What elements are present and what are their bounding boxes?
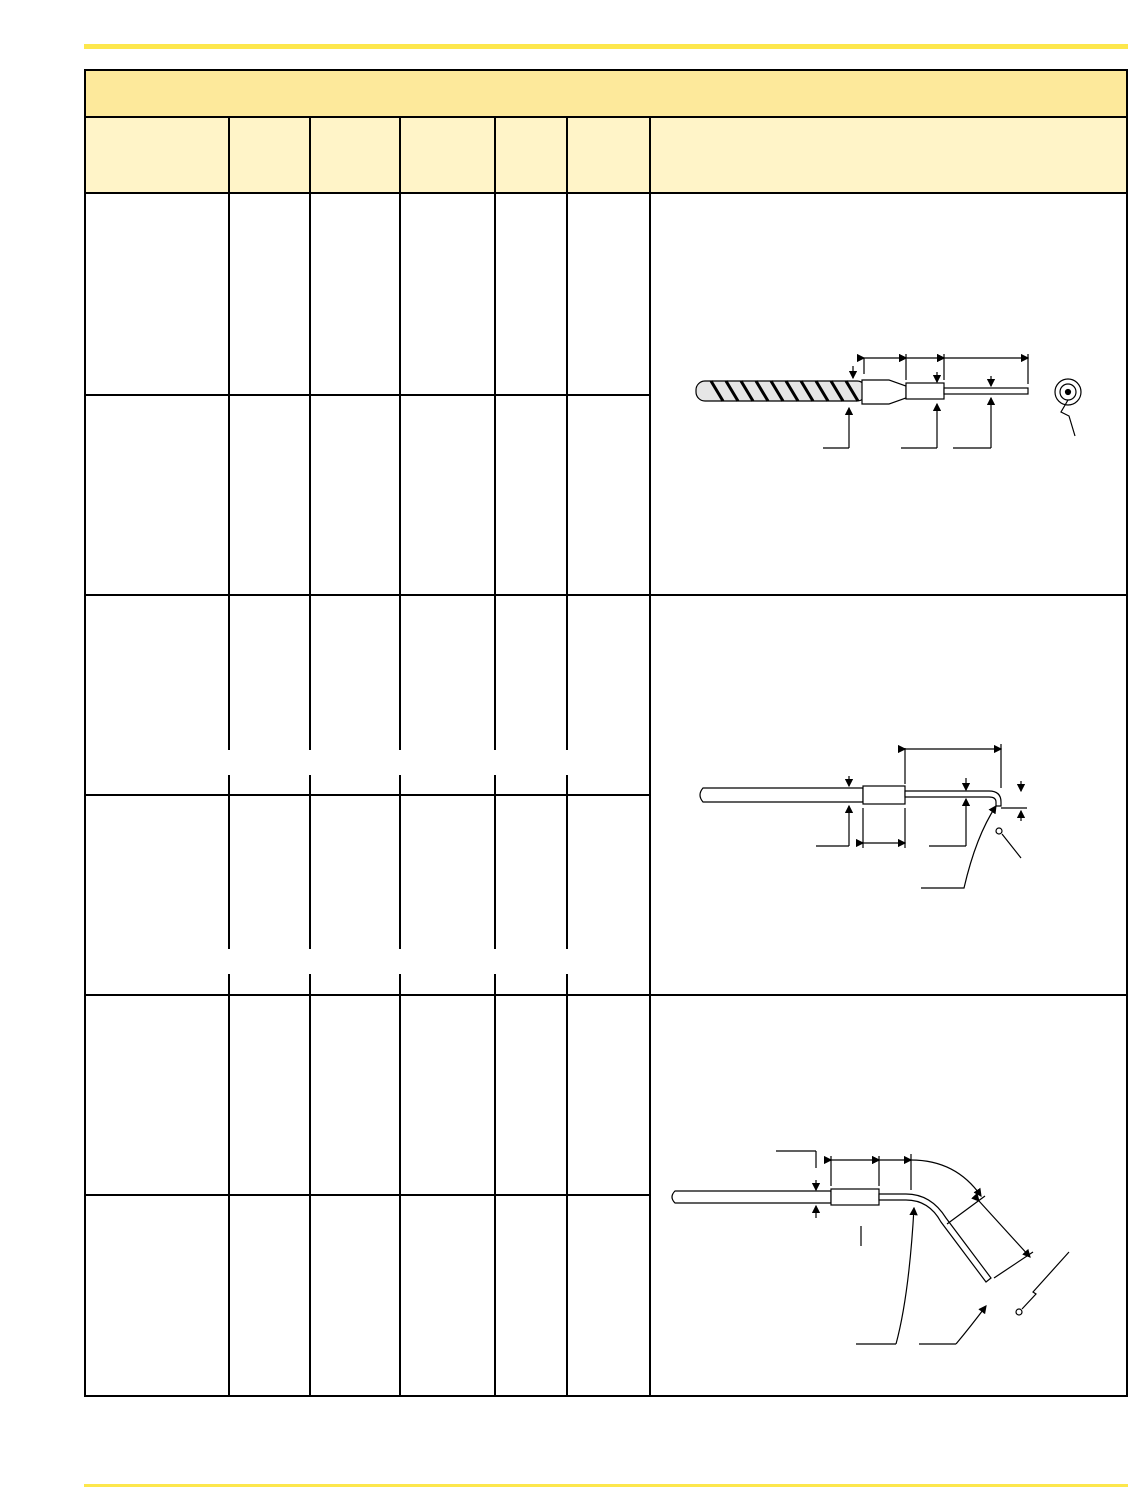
column-divider [566,118,568,596]
row-divider [86,1194,651,1196]
column-divider [494,118,496,596]
column-divider [399,118,401,596]
bottom-accent-rule [84,1484,1128,1487]
row-divider [86,394,651,396]
column-divider [566,775,568,949]
column-divider [494,974,496,1397]
column-divider [309,775,311,949]
column-divider [494,596,496,750]
bent-probe-diagram [651,996,1126,1396]
column-divider [228,974,230,1397]
table-title-band [86,71,1128,118]
row-divider [86,794,651,796]
column-divider [228,596,230,750]
column-divider [399,596,401,750]
column-divider [309,974,311,1397]
column-divider [228,775,230,949]
column-divider [309,118,311,596]
table-header-row [86,118,1128,194]
column-divider [566,974,568,1397]
top-accent-rule [84,44,1128,49]
straight-probe-diagram [651,196,1126,594]
column-divider [309,596,311,750]
column-divider [566,596,568,750]
column-divider [399,974,401,1397]
column-divider [494,775,496,949]
spec-table [84,69,1128,1397]
column-divider [399,775,401,949]
hooked-tip-probe-diagram [651,596,1126,994]
column-divider [228,118,230,596]
